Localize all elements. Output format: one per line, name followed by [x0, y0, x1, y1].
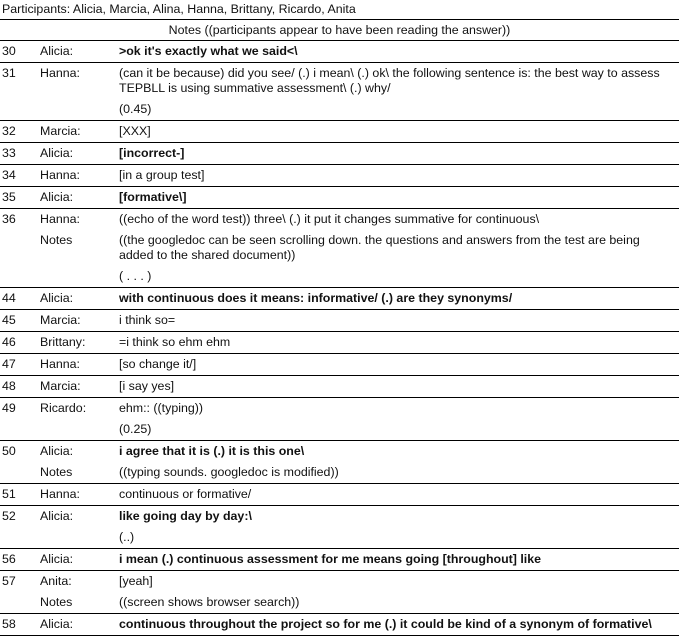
- transcript-row: [0, 186, 679, 208]
- transcript-row: [0, 41, 679, 62]
- utterance-text: like going day by day:\: [119, 509, 252, 523]
- speaker-label: Marcia:: [40, 379, 81, 393]
- transcript-row: [0, 483, 679, 505]
- line-number: 33: [2, 146, 16, 160]
- transcript-row: [0, 440, 679, 462]
- utterance-text: (0.45): [119, 102, 152, 116]
- line-number: 50: [2, 444, 16, 458]
- speaker-label: Hanna:: [40, 357, 80, 371]
- speaker-label: Notes: [40, 233, 73, 247]
- utterance-text: [yeah]: [119, 574, 153, 588]
- transcript-row: [0, 397, 679, 419]
- transcript-row: [0, 142, 679, 164]
- transcript-row: [0, 613, 679, 635]
- utterance-text: [so change it/]: [119, 357, 197, 371]
- transcript-row: [0, 505, 679, 527]
- transcript-row: [0, 120, 679, 142]
- transcript-row: [0, 462, 679, 483]
- line-number: 35: [2, 190, 16, 204]
- participants-line: Participants: Alicia, Marcia, Alina, Hanna, Brittany, Ricardo, Anita: [2, 2, 356, 16]
- transcript-row: [0, 570, 679, 592]
- line-number: 49: [2, 401, 16, 415]
- utterance-text: ((screen shows browser search)): [119, 595, 300, 609]
- speaker-label: Hanna:: [40, 487, 80, 501]
- transcript-row: [0, 527, 679, 548]
- line-number: 32: [2, 124, 16, 138]
- utterance-text: ehm:: ((typing)): [119, 401, 203, 415]
- line-number: 56: [2, 552, 16, 566]
- utterance-text: ((echo of the word test)) three\ (.) it put it changes summative for continuous\: [119, 212, 540, 226]
- speaker-label: Hanna:: [40, 212, 80, 226]
- transcript-row: [0, 164, 679, 186]
- line-number: 58: [2, 617, 16, 631]
- transcript-row: [0, 287, 679, 309]
- utterance-text: ((typing sounds. googledoc is modified)): [119, 465, 339, 479]
- speaker-label: Alicia:: [40, 291, 74, 305]
- transcript-row: [0, 419, 679, 440]
- utterance-text: ( . . . ): [119, 269, 152, 283]
- notes-heading: Notes ((participants appear to have been reading the answer)): [0, 21, 679, 41]
- speaker-label: Hanna:: [40, 66, 80, 80]
- utterance-text: (0.25): [119, 422, 152, 436]
- transcript-row: [0, 99, 679, 120]
- utterance-text: continuous or formative/: [119, 487, 252, 501]
- speaker-label: Alicia:: [40, 190, 74, 204]
- speaker-label: Marcia:: [40, 313, 81, 327]
- speaker-label: Alicia:: [40, 146, 74, 160]
- line-number: 52: [2, 509, 16, 523]
- line-number: 46: [2, 335, 16, 349]
- transcript-row: [0, 62, 679, 99]
- speaker-label: Notes: [40, 595, 73, 609]
- line-number: 34: [2, 168, 16, 182]
- utterance-text: i think so=: [119, 313, 176, 327]
- utterance-text: with continuous does it means: informative/ (.) are they synonyms/: [119, 291, 513, 305]
- participants-header: [0, 0, 679, 20]
- utterance-text: [in a group test]: [119, 168, 205, 182]
- line-number: 57: [2, 574, 16, 588]
- utterance-text: [incorrect-]: [119, 146, 185, 160]
- speaker-label: Alicia:: [40, 444, 74, 458]
- line-number: 30: [2, 44, 16, 58]
- transcript-row: [0, 208, 679, 230]
- utterance-text: =i think so ehm ehm: [119, 335, 231, 349]
- utterance-text: (can it be because) did you see/ (.) i mean\ (.) ok\ the following sentence is: the best way to assess TEPBLL is using summative assessment\ (.) why/: [119, 66, 660, 95]
- line-number: 48: [2, 379, 16, 393]
- transcript-row: [0, 548, 679, 570]
- transcript-row: [0, 331, 679, 353]
- transcript-row: [0, 230, 679, 266]
- speaker-label: Anita:: [40, 574, 72, 588]
- utterance-text: [XXX]: [119, 124, 151, 138]
- speaker-label: Alicia:: [40, 552, 74, 566]
- transcript-row: [0, 309, 679, 331]
- utterance-text: i agree that it is (.) it is this one\: [119, 444, 305, 458]
- utterance-text: [formative\]: [119, 190, 187, 204]
- transcript-table: [0, 41, 679, 635]
- utterance-text: continuous throughout the project so for me (.) it could be kind of a synonym of formative\: [119, 617, 652, 631]
- speaker-label: Alicia:: [40, 44, 74, 58]
- speaker-label: Brittany:: [40, 335, 86, 349]
- line-number: 44: [2, 291, 16, 305]
- speaker-label: Notes: [40, 465, 73, 479]
- line-number: 51: [2, 487, 16, 501]
- transcript-row: [0, 592, 679, 613]
- utterance-text: [i say yes]: [119, 379, 175, 393]
- line-number: 47: [2, 357, 16, 371]
- speaker-label: Marcia:: [40, 124, 81, 138]
- speaker-label: Alicia:: [40, 509, 74, 523]
- utterance-text: (..): [119, 530, 135, 544]
- speaker-label: Ricardo:: [40, 401, 87, 415]
- utterance-text: ((the googledoc can be seen scrolling down. the questions and answers from the test are being added to the shared document)): [119, 233, 640, 262]
- utterance-text: >ok it's exactly what we said<\: [119, 44, 298, 58]
- line-number: 31: [2, 66, 16, 80]
- speaker-label: Hanna:: [40, 168, 80, 182]
- speaker-label: Alicia:: [40, 617, 74, 631]
- line-number: 36: [2, 212, 16, 226]
- utterance-text: i mean (.) continuous assessment for me means going [throughout] like: [119, 552, 542, 566]
- transcript-row: [0, 353, 679, 375]
- transcript-row: [0, 266, 679, 287]
- transcript-row: [0, 375, 679, 397]
- line-number: 45: [2, 313, 16, 327]
